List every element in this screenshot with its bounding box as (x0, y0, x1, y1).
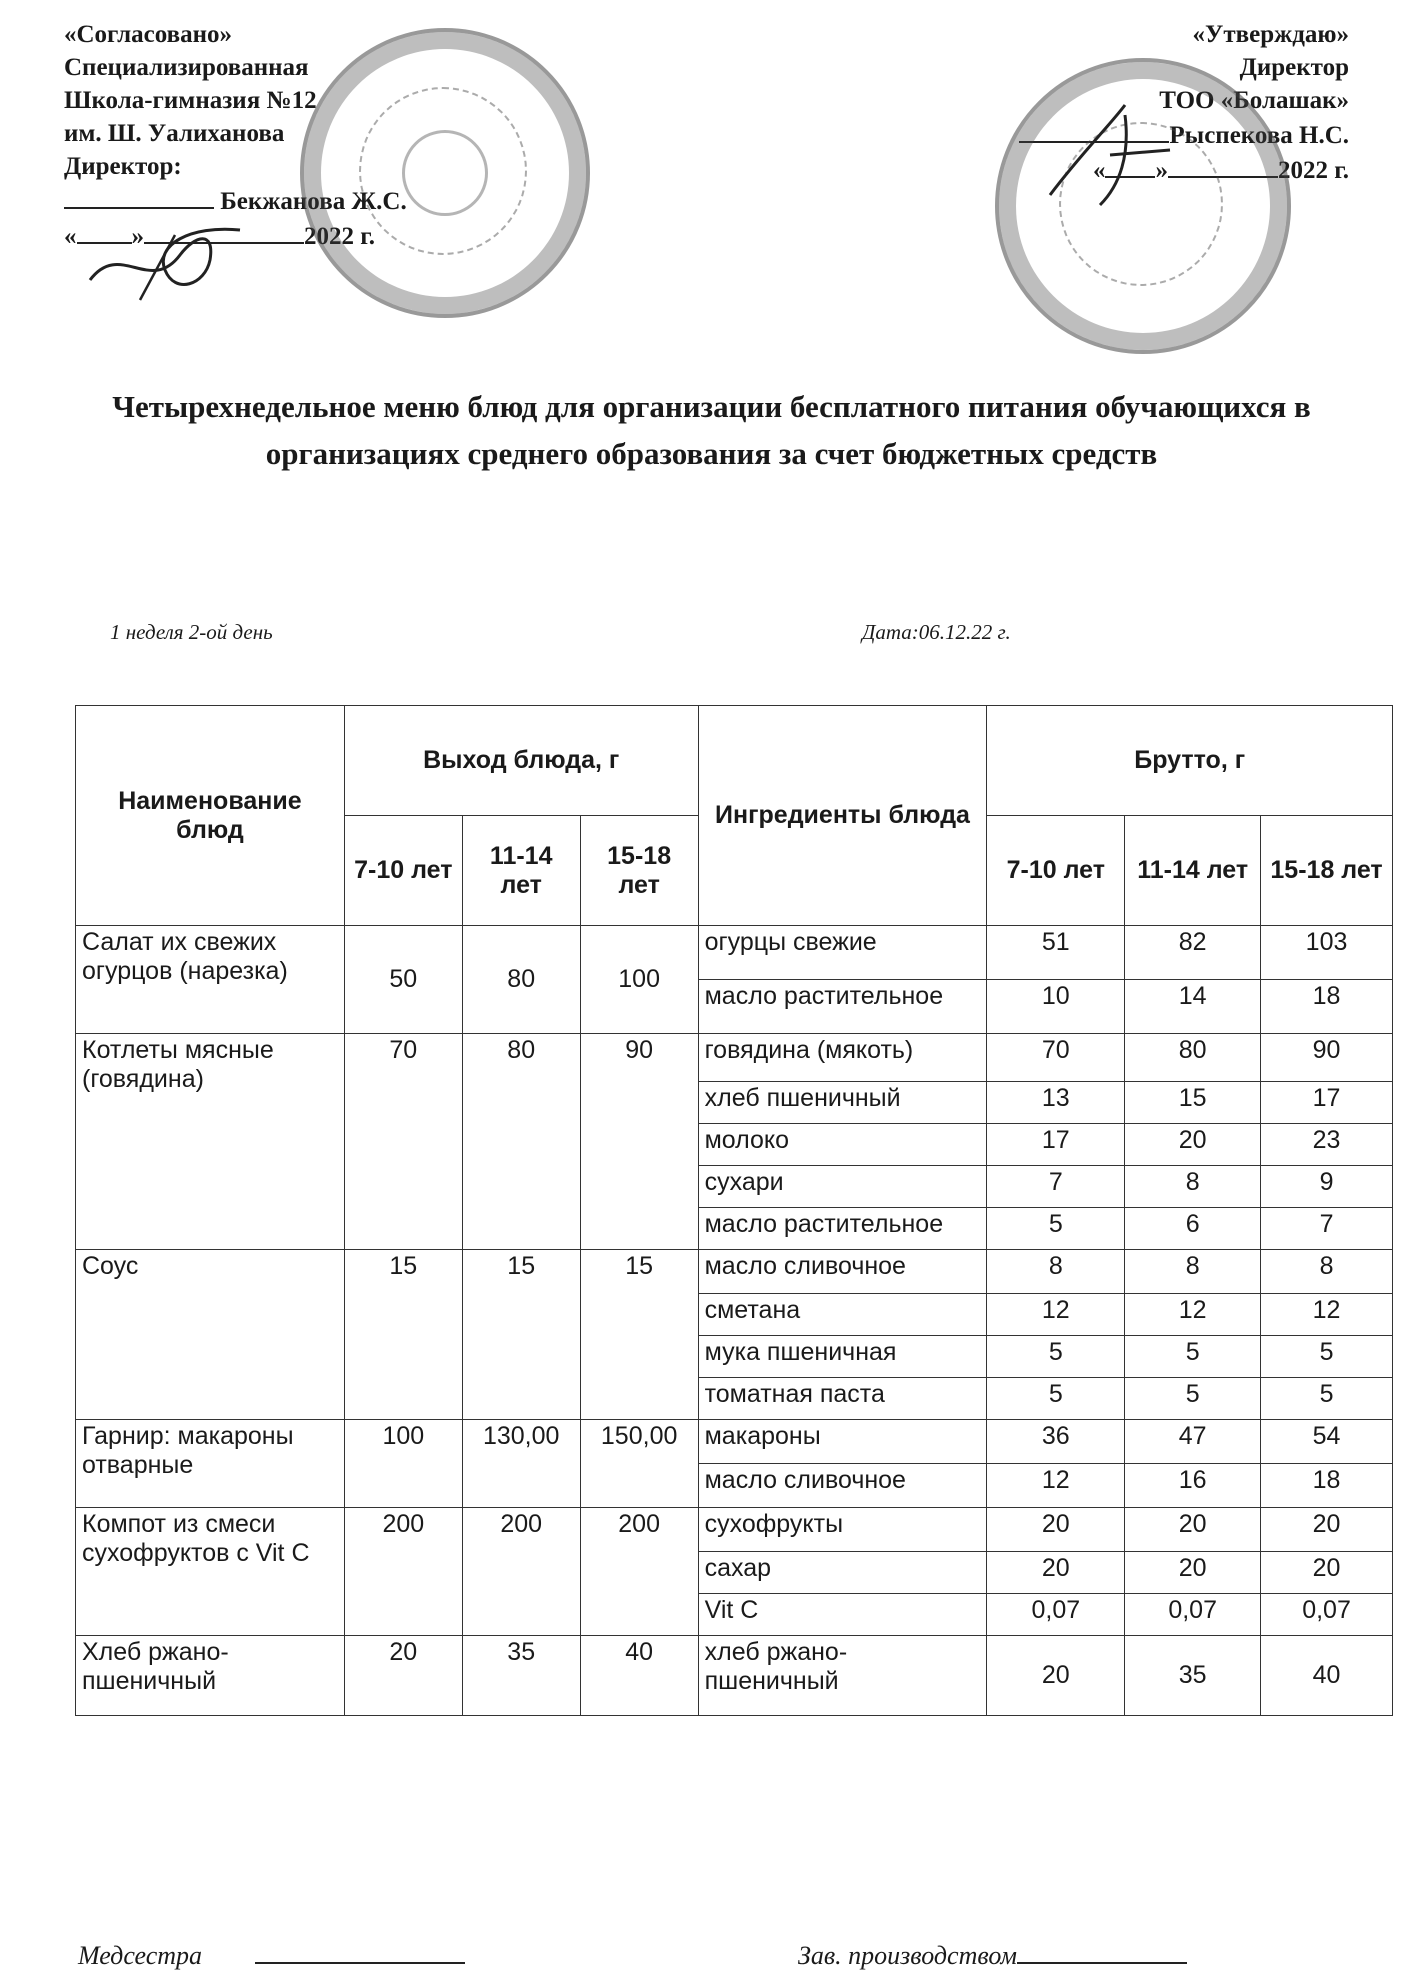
emblem-icon (402, 130, 488, 216)
gross-cell: 5 (1261, 1378, 1393, 1420)
production-label: Зав. производством (798, 1941, 1017, 1970)
gross-cell: 17 (987, 1124, 1125, 1166)
yield-cell: 80 (462, 1034, 580, 1250)
yield-cell: 50 (344, 926, 462, 1034)
gross-cell: 5 (1125, 1378, 1261, 1420)
header-gross-age-11-14: 11-14 лет (1125, 816, 1261, 926)
gross-cell: 80 (1125, 1034, 1261, 1082)
ingredient-name: говядина (мякоть) (698, 1034, 987, 1082)
ingredient-name: масло растительное (698, 980, 987, 1034)
quote-open: « (64, 223, 77, 250)
ingredient-name: молоко (698, 1124, 987, 1166)
ingredient-name: сухари (698, 1166, 987, 1208)
header-yield-age-11-14: 11-14 лет (462, 816, 580, 926)
gross-cell: 6 (1125, 1208, 1261, 1250)
yield-cell: 20 (344, 1636, 462, 1716)
yield-cell: 100 (344, 1420, 462, 1508)
gross-cell: 82 (1125, 926, 1261, 980)
week-day-label: 1 неделя 2-ой день (110, 620, 273, 644)
header-yield-age-7-10: 7-10 лет (344, 816, 462, 926)
gross-cell: 20 (987, 1552, 1125, 1594)
gross-cell: 20 (1261, 1552, 1393, 1594)
header-ingredients: Ингредиенты блюда (698, 706, 987, 926)
yield-cell: 200 (462, 1508, 580, 1636)
gross-cell: 54 (1261, 1420, 1393, 1464)
header-gross-age-15-18: 15-18 лет (1261, 816, 1393, 926)
header-yield-age-15-18: 15-18 лет (580, 816, 698, 926)
gross-cell: 14 (1125, 980, 1261, 1034)
document-title: Четырехнедельное меню блюд для организации бесплатного питания обучающихся в организациях среднего образования за счет бюджетных средств (112, 389, 1311, 471)
table-row (76, 1034, 1393, 1082)
school-type: Специализированная (64, 54, 309, 81)
gross-cell: 12 (987, 1294, 1125, 1336)
production-signature-blank (1017, 1938, 1187, 1964)
dish-name: Гарнир: макароны отварные (76, 1420, 345, 1508)
gross-cell: 103 (1261, 926, 1393, 980)
gross-cell: 10 (987, 980, 1125, 1034)
header-gross: Брутто, г (987, 706, 1393, 816)
ingredient-name: огурцы свежие (698, 926, 987, 980)
gross-cell: 20 (1261, 1508, 1393, 1552)
gross-cell: 12 (987, 1464, 1125, 1508)
ingredient-name: сахар (698, 1552, 987, 1594)
yield-cell: 100 (580, 926, 698, 1034)
ingredient-name: Vit С (698, 1594, 987, 1636)
gross-cell: 5 (1125, 1336, 1261, 1378)
gross-cell: 36 (987, 1420, 1125, 1464)
menu-table (75, 705, 1393, 1716)
approve-label: «Утверждаю» (1192, 21, 1349, 48)
dish-name: Котлеты мясные (говядина) (76, 1034, 345, 1250)
table-row (76, 1250, 1393, 1294)
nurse-signature-blank (255, 1938, 465, 1964)
gross-cell: 8 (987, 1250, 1125, 1294)
gross-cell: 17 (1261, 1082, 1393, 1124)
yield-cell: 90 (580, 1034, 698, 1250)
gross-cell: 0,07 (1261, 1594, 1393, 1636)
company-name: ТОО «Болашак» (1159, 87, 1349, 114)
gross-cell: 18 (1261, 980, 1393, 1034)
gross-cell: 8 (1125, 1250, 1261, 1294)
gross-cell: 12 (1261, 1294, 1393, 1336)
gross-cell: 15 (1125, 1082, 1261, 1124)
header-yield: Выход блюда, г (344, 706, 698, 816)
year-text: 2022 г. (1277, 157, 1349, 184)
header-dish-name: Наименование блюд (76, 706, 345, 926)
gross-cell: 16 (1125, 1464, 1261, 1508)
gross-cell: 40 (1261, 1636, 1393, 1716)
header-gross-age-7-10: 7-10 лет (987, 816, 1125, 926)
nurse-signature-line (78, 1938, 465, 1971)
yield-cell: 15 (580, 1250, 698, 1420)
yield-cell: 200 (580, 1508, 698, 1636)
ingredient-name: сметана (698, 1294, 987, 1336)
ingredient-name: томатная паста (698, 1378, 987, 1420)
gross-cell: 9 (1261, 1166, 1393, 1208)
signer-name: Бекжанова Ж.С. (220, 188, 407, 215)
gross-cell: 35 (1125, 1636, 1261, 1716)
yield-cell: 15 (344, 1250, 462, 1420)
gross-cell: 51 (987, 926, 1125, 980)
date-label: Дата:06.12.22 г. (862, 620, 1011, 644)
quote-close: » (131, 223, 144, 250)
gross-cell: 70 (987, 1034, 1125, 1082)
yield-cell: 70 (344, 1034, 462, 1250)
ingredient-name: хлеб ржано-пшеничный (698, 1636, 987, 1716)
gross-cell: 0,07 (987, 1594, 1125, 1636)
yield-cell: 35 (462, 1636, 580, 1716)
ingredient-name: хлеб пшеничный (698, 1082, 987, 1124)
gross-cell: 5 (1261, 1336, 1393, 1378)
nurse-label: Медсестра (78, 1941, 203, 1970)
yield-cell: 40 (580, 1636, 698, 1716)
director-title: Директор (1239, 54, 1349, 81)
yield-cell: 15 (462, 1250, 580, 1420)
gross-cell: 13 (987, 1082, 1125, 1124)
gross-cell: 7 (987, 1166, 1125, 1208)
table-row (76, 1420, 1393, 1464)
gross-cell: 12 (1125, 1294, 1261, 1336)
school-seal-stamp (300, 28, 590, 318)
table-row (76, 1508, 1393, 1552)
ingredient-name: сухофрукты (698, 1508, 987, 1552)
signer-name: Рыспекова Н.С. (1169, 122, 1349, 149)
ingredient-name: масло растительное (698, 1208, 987, 1250)
left-signature (80, 200, 250, 310)
dish-name: Соус (76, 1250, 345, 1420)
ingredient-name: масло сливочное (698, 1464, 987, 1508)
gross-cell: 20 (1125, 1508, 1261, 1552)
gross-cell: 8 (1261, 1250, 1393, 1294)
gross-cell: 5 (987, 1336, 1125, 1378)
school-named-after: им. Ш. Уалиханова (64, 120, 285, 147)
yield-cell: 150,00 (580, 1420, 698, 1508)
gross-cell: 90 (1261, 1034, 1393, 1082)
gross-cell: 5 (987, 1208, 1125, 1250)
dish-name: Компот из смеси сухофруктов с Vit С (76, 1508, 345, 1636)
gross-cell: 7 (1261, 1208, 1393, 1250)
ingredient-name: мука пшеничная (698, 1336, 987, 1378)
gross-cell: 20 (1125, 1552, 1261, 1594)
production-signature-line (798, 1938, 1187, 1971)
yield-cell: 80 (462, 926, 580, 1034)
yield-cell: 130,00 (462, 1420, 580, 1508)
agreed-label: «Согласовано» (64, 21, 233, 48)
table-row (76, 1636, 1393, 1716)
table-row (76, 926, 1393, 980)
school-name: Школа-гимназия №12 (64, 87, 317, 114)
right-signature (1030, 95, 1190, 215)
ingredient-name: масло сливочное (698, 1250, 987, 1294)
gross-cell: 0,07 (1125, 1594, 1261, 1636)
gross-cell: 5 (987, 1378, 1125, 1420)
gross-cell: 47 (1125, 1420, 1261, 1464)
yield-cell: 200 (344, 1508, 462, 1636)
dish-name: Хлеб ржано-пшеничный (76, 1636, 345, 1716)
gross-cell: 20 (1125, 1124, 1261, 1166)
gross-cell: 20 (987, 1636, 1125, 1716)
ingredient-name: макароны (698, 1420, 987, 1464)
year-text: 2022 г. (304, 223, 376, 250)
gross-cell: 8 (1125, 1166, 1261, 1208)
gross-cell: 20 (987, 1508, 1125, 1552)
gross-cell: 23 (1261, 1124, 1393, 1166)
quote-close: » (1155, 157, 1168, 184)
gross-cell: 18 (1261, 1464, 1393, 1508)
director-label: Директор: (64, 153, 182, 180)
dish-name: Салат их свежих огурцов (нарезка) (76, 926, 345, 1034)
quote-open: « (1092, 157, 1106, 184)
